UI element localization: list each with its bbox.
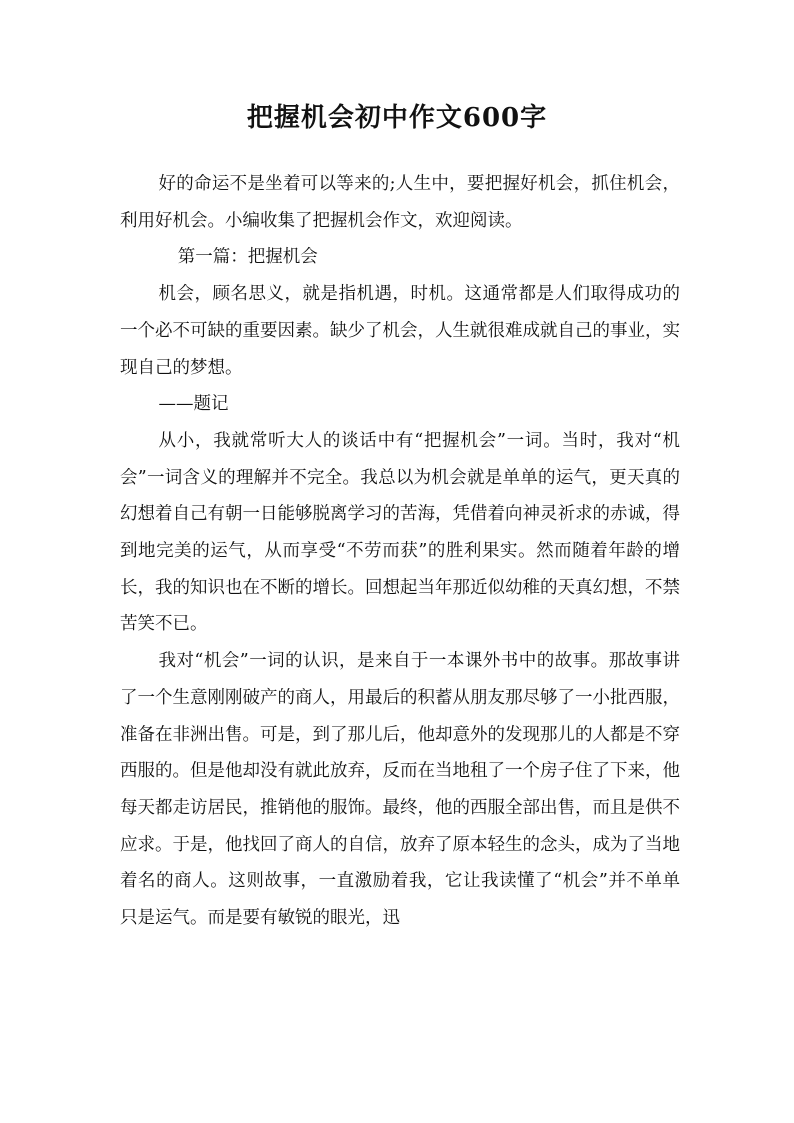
body-paragraph: 机会，顾名思义，就是指机遇，时机。这通常都是人们取得成功的一个必不可缺的重要因素。缺少了机会，人生就很难成就自己的事业，实现自己的梦想。 <box>120 284 680 378</box>
document-body <box>120 166 680 937</box>
body-paragraph: 从小，我就常听大人的谈话中有“把握机会”一词。当时，我对“机会”一词含义的理解并不完全。我总以为机会就是单单的运气，更天真的幻想着自己有朝一日能够脱离学习的苦海，凭借着向神灵祈求的赤诚，得到地完美的运气，从而享受“不劳而获”的胜利果实。然而随着年龄的增长，我的知识也在不断的增长。回想起当年那近似幼稚的天真幻想，不禁苦笑不已。 <box>120 430 680 635</box>
epigraph-label: ——题记 <box>158 394 229 415</box>
document-title: 把握机会初中作文600字 <box>246 103 548 133</box>
body-paragraph: 我对“机会”一词的认识，是来自于一本课外书中的故事。那故事讲了一个生意刚刚破产的商人，用最后的积蓄从朋友那尽够了一小批西服，准备在非洲出售。可是，到了那儿后，他却意外的发现那儿的人都是不穿西服的。但是他却没有就此放弃，反而在当地租了一个房子住了下来，他每天都走访居民，推销他的服饰。最终，他的西服全部出售，而且是供不应求。于是，他找回了商人的自信，放弃了原本轻生的念头，成为了当地着名的商人。这则故事，一直激励着我，它让我读懂了“机会”并不单单只是运气。而是要有敏锐的眼光，迅 <box>120 651 680 929</box>
intro-paragraph: 好的命运不是坐着可以等来的;人生中，要把握好机会，抓住机会，利用好机会。小编收集了把握机会作文，欢迎阅读。 <box>120 174 680 231</box>
section-heading: 第一篇：把握机会 <box>177 247 318 268</box>
